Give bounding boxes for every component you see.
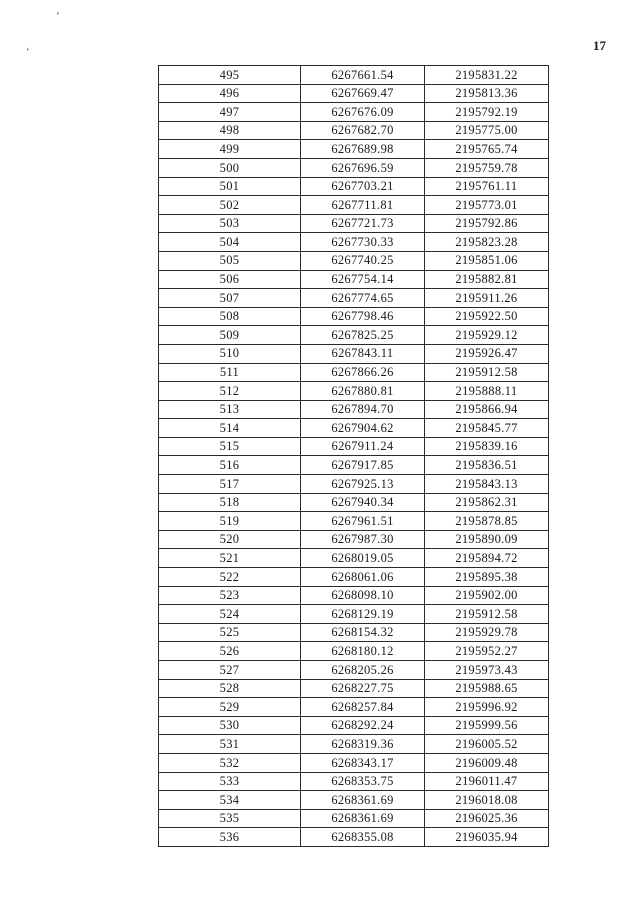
table-cell: 2195888.11 xyxy=(425,382,549,401)
table-cell: 2195929.78 xyxy=(425,623,549,642)
table-row xyxy=(159,679,549,698)
table-row xyxy=(159,623,549,642)
table-cell: 532 xyxy=(159,753,301,772)
table-cell: 2195952.27 xyxy=(425,642,549,661)
table-cell: 2196009.48 xyxy=(425,753,549,772)
table-cell: 511 xyxy=(159,363,301,382)
table-cell: 6268319.36 xyxy=(301,735,425,754)
table-cell: 6268154.32 xyxy=(301,623,425,642)
table-cell: 515 xyxy=(159,437,301,456)
table-cell: 2195890.09 xyxy=(425,530,549,549)
table-row xyxy=(159,326,549,345)
table-row xyxy=(159,642,549,661)
table-cell: 514 xyxy=(159,419,301,438)
table-cell: 536 xyxy=(159,828,301,847)
table-cell: 6268292.24 xyxy=(301,716,425,735)
table-cell: 2195866.94 xyxy=(425,400,549,419)
table-cell: 2195775.00 xyxy=(425,121,549,140)
table-cell: 6267904.62 xyxy=(301,419,425,438)
table-cell: 6268129.19 xyxy=(301,605,425,624)
table-cell: 6267825.25 xyxy=(301,326,425,345)
coordinate-table xyxy=(158,65,549,847)
table-cell: 6267682.70 xyxy=(301,121,425,140)
table-cell: 6267911.24 xyxy=(301,437,425,456)
table-cell: 503 xyxy=(159,214,301,233)
table-cell: 2195792.19 xyxy=(425,103,549,122)
table-cell: 2195902.00 xyxy=(425,586,549,605)
table-cell: 6268019.05 xyxy=(301,549,425,568)
table-row xyxy=(159,716,549,735)
table-cell: 530 xyxy=(159,716,301,735)
page-number: 17 xyxy=(593,38,606,53)
table-cell: 6267866.26 xyxy=(301,363,425,382)
table-row xyxy=(159,344,549,363)
table-row xyxy=(159,828,549,847)
table-cell: 6267721.73 xyxy=(301,214,425,233)
table-cell: 6267740.25 xyxy=(301,251,425,270)
table-cell: 6267798.46 xyxy=(301,307,425,326)
table-cell: 520 xyxy=(159,530,301,549)
table-row xyxy=(159,568,549,587)
table-row xyxy=(159,735,549,754)
table-row xyxy=(159,493,549,512)
table-cell: 2195831.22 xyxy=(425,66,549,85)
table-row xyxy=(159,605,549,624)
table-row xyxy=(159,158,549,177)
table-cell: 2195845.77 xyxy=(425,419,549,438)
table-row xyxy=(159,382,549,401)
table-cell: 6268361.69 xyxy=(301,809,425,828)
table-row xyxy=(159,177,549,196)
table-cell: 6267894.70 xyxy=(301,400,425,419)
table-row xyxy=(159,772,549,791)
table-cell: 522 xyxy=(159,568,301,587)
table-cell: 6267961.51 xyxy=(301,512,425,531)
table-cell: 2195878.85 xyxy=(425,512,549,531)
table-row xyxy=(159,530,549,549)
table-cell: 500 xyxy=(159,158,301,177)
table-cell: 2195765.74 xyxy=(425,140,549,159)
table-row xyxy=(159,289,549,308)
table-cell: 513 xyxy=(159,400,301,419)
table-cell: 521 xyxy=(159,549,301,568)
table-row xyxy=(159,363,549,382)
table-cell: 6268205.26 xyxy=(301,661,425,680)
table-cell: 507 xyxy=(159,289,301,308)
table-cell: 529 xyxy=(159,698,301,717)
table-cell: 516 xyxy=(159,456,301,475)
table-cell: 6267843.11 xyxy=(301,344,425,363)
table-row xyxy=(159,456,549,475)
table-cell: 6268180.12 xyxy=(301,642,425,661)
table-cell: 2196018.08 xyxy=(425,791,549,810)
table-cell: 2195912.58 xyxy=(425,363,549,382)
table-row xyxy=(159,512,549,531)
table-row xyxy=(159,103,549,122)
table-cell: 2195996.92 xyxy=(425,698,549,717)
table-cell: 510 xyxy=(159,344,301,363)
table-cell: 501 xyxy=(159,177,301,196)
table-cell: 2195813.36 xyxy=(425,84,549,103)
table-cell: 2195911.26 xyxy=(425,289,549,308)
table-cell: 509 xyxy=(159,326,301,345)
table-cell: 2195792.86 xyxy=(425,214,549,233)
table-row xyxy=(159,121,549,140)
table-cell: 2195973.43 xyxy=(425,661,549,680)
table-cell: 495 xyxy=(159,66,301,85)
table-row xyxy=(159,698,549,717)
table-cell: 2195922.50 xyxy=(425,307,549,326)
table-cell: 2195759.78 xyxy=(425,158,549,177)
table-cell: 6268355.08 xyxy=(301,828,425,847)
table-row xyxy=(159,661,549,680)
table-cell: 535 xyxy=(159,809,301,828)
table-cell: 496 xyxy=(159,84,301,103)
table-cell: 528 xyxy=(159,679,301,698)
table-cell: 2195895.38 xyxy=(425,568,549,587)
table-cell: 6267669.47 xyxy=(301,84,425,103)
table-cell: 6267676.09 xyxy=(301,103,425,122)
table-cell: 6267689.98 xyxy=(301,140,425,159)
table-cell: 6267730.33 xyxy=(301,233,425,252)
table-row xyxy=(159,214,549,233)
table-cell: 6268343.17 xyxy=(301,753,425,772)
table-row xyxy=(159,437,549,456)
table-cell: 2195843.13 xyxy=(425,475,549,494)
scan-artifact: ‘ xyxy=(26,46,30,58)
table-cell: 2196025.36 xyxy=(425,809,549,828)
table-row xyxy=(159,475,549,494)
table-cell: 2195926.47 xyxy=(425,344,549,363)
table-cell: 512 xyxy=(159,382,301,401)
table-row xyxy=(159,84,549,103)
table-cell: 534 xyxy=(159,791,301,810)
table-cell: 531 xyxy=(159,735,301,754)
table-cell: 6267711.81 xyxy=(301,196,425,215)
table-row xyxy=(159,251,549,270)
table-row xyxy=(159,233,549,252)
table-row xyxy=(159,307,549,326)
table-row xyxy=(159,586,549,605)
coordinate-table-body xyxy=(159,66,549,847)
table-cell: 6267925.13 xyxy=(301,475,425,494)
table-cell: 498 xyxy=(159,121,301,140)
table-cell: 519 xyxy=(159,512,301,531)
table-cell: 518 xyxy=(159,493,301,512)
table-cell: 506 xyxy=(159,270,301,289)
table-cell: 499 xyxy=(159,140,301,159)
table-cell: 6268257.84 xyxy=(301,698,425,717)
table-row xyxy=(159,753,549,772)
table-cell: 2195761.11 xyxy=(425,177,549,196)
table-cell: 2195851.06 xyxy=(425,251,549,270)
table-cell: 2195912.58 xyxy=(425,605,549,624)
table-cell: 6267987.30 xyxy=(301,530,425,549)
table-cell: 505 xyxy=(159,251,301,270)
table-cell: 2195999.56 xyxy=(425,716,549,735)
table-cell: 2196011.47 xyxy=(425,772,549,791)
table-cell: 2195988.65 xyxy=(425,679,549,698)
table-cell: 6267661.54 xyxy=(301,66,425,85)
table-cell: 6267696.59 xyxy=(301,158,425,177)
table-cell: 6267754.14 xyxy=(301,270,425,289)
table-cell: 497 xyxy=(159,103,301,122)
table-cell: 6268227.75 xyxy=(301,679,425,698)
table-row xyxy=(159,419,549,438)
table-row xyxy=(159,400,549,419)
table-row xyxy=(159,791,549,810)
table-cell: 2195773.01 xyxy=(425,196,549,215)
table-cell: 6267917.85 xyxy=(301,456,425,475)
table-cell: 6268361.69 xyxy=(301,791,425,810)
table-cell: 526 xyxy=(159,642,301,661)
table-cell: 2195882.81 xyxy=(425,270,549,289)
table-cell: 525 xyxy=(159,623,301,642)
table-row xyxy=(159,809,549,828)
table-cell: 6267774.65 xyxy=(301,289,425,308)
table-cell: 2195862.31 xyxy=(425,493,549,512)
table-cell: 517 xyxy=(159,475,301,494)
table-row xyxy=(159,66,549,85)
table-cell: 6267880.81 xyxy=(301,382,425,401)
table-cell: 523 xyxy=(159,586,301,605)
table-cell: 2195894.72 xyxy=(425,549,549,568)
table-cell: 2196005.52 xyxy=(425,735,549,754)
scan-artifact: ‘ xyxy=(56,10,60,22)
table-row xyxy=(159,549,549,568)
table-cell: 2195839.16 xyxy=(425,437,549,456)
table-cell: 6267940.34 xyxy=(301,493,425,512)
table-cell: 508 xyxy=(159,307,301,326)
table-cell: 6268098.10 xyxy=(301,586,425,605)
table-cell: 527 xyxy=(159,661,301,680)
table-row xyxy=(159,140,549,159)
table-cell: 2195929.12 xyxy=(425,326,549,345)
table-cell: 6267703.21 xyxy=(301,177,425,196)
table-row xyxy=(159,196,549,215)
table-cell: 2195823.28 xyxy=(425,233,549,252)
table-cell: 524 xyxy=(159,605,301,624)
table-cell: 2195836.51 xyxy=(425,456,549,475)
table-cell: 533 xyxy=(159,772,301,791)
table-cell: 504 xyxy=(159,233,301,252)
table-cell: 2196035.94 xyxy=(425,828,549,847)
table-row xyxy=(159,270,549,289)
table-cell: 502 xyxy=(159,196,301,215)
table-cell: 6268061.06 xyxy=(301,568,425,587)
table-cell: 6268353.75 xyxy=(301,772,425,791)
